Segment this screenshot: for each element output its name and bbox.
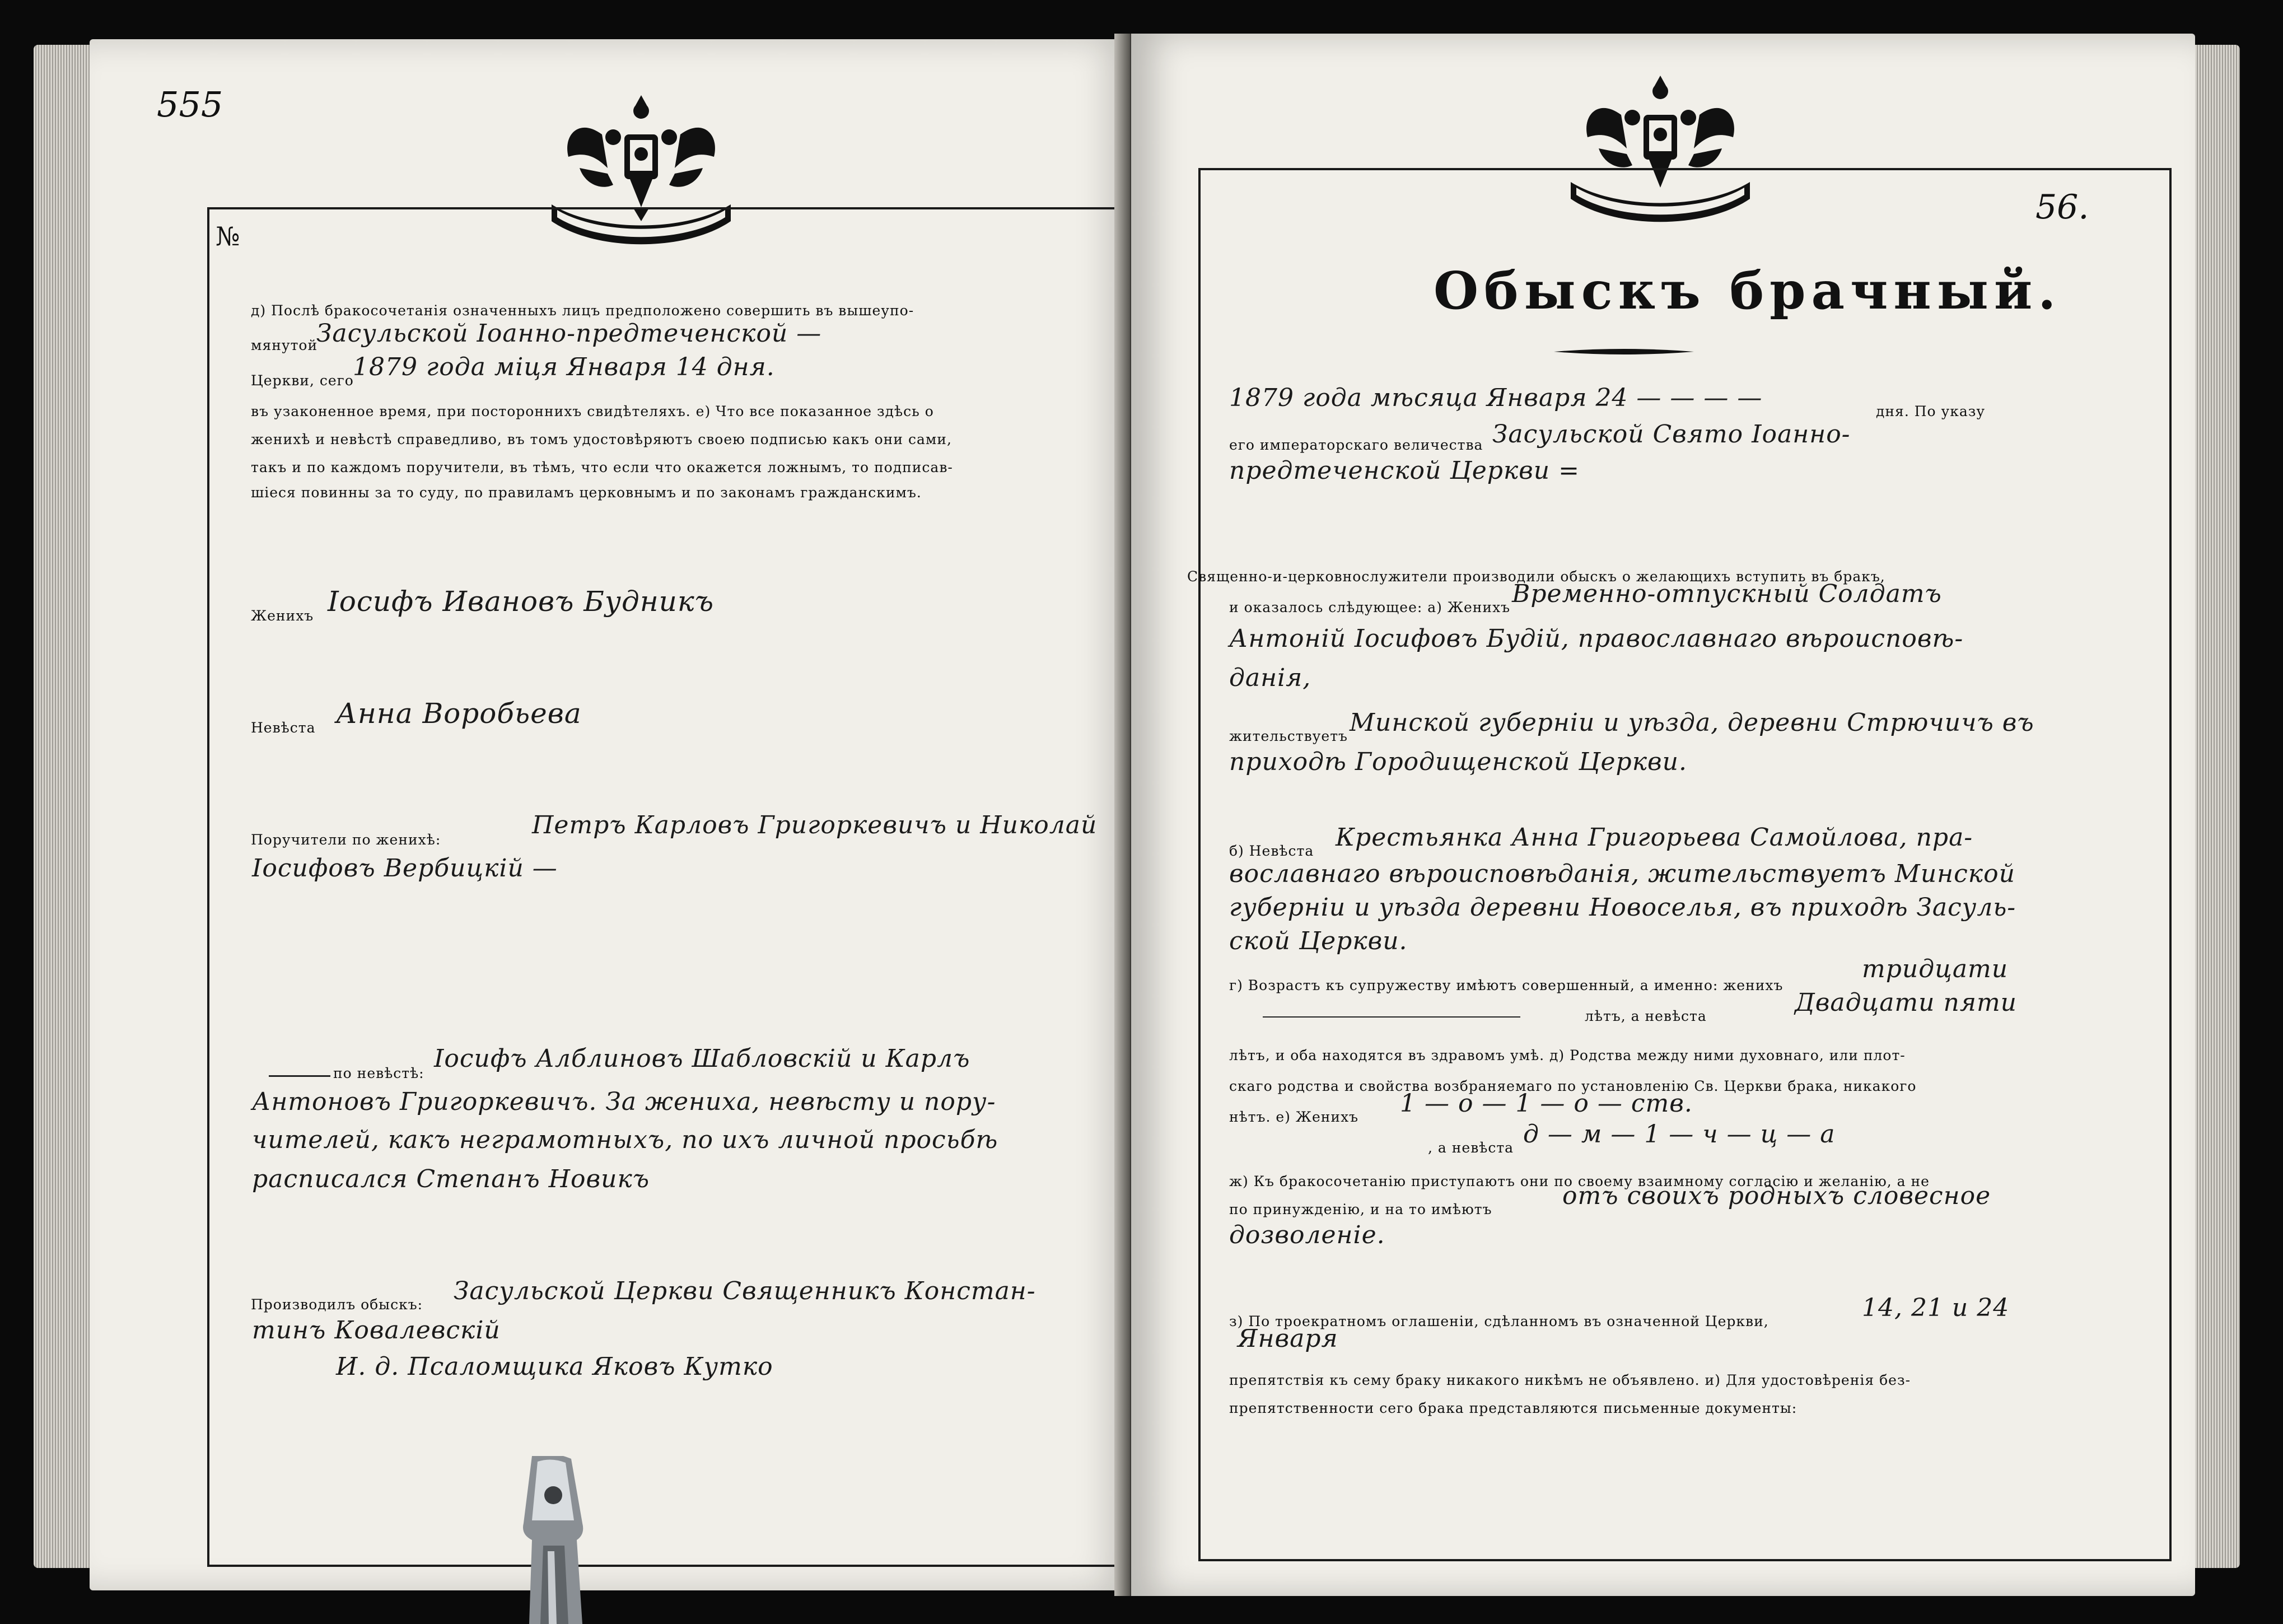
banns-dates: 14, 21 и 24 <box>1862 1294 2010 1322</box>
groom-description-line1: Временно-отпускный Солдатъ <box>1512 580 1942 608</box>
bride-name: Анна Воробьева <box>336 697 582 730</box>
bride-description-line1: Крестьянка Анна Григорьева Самойлова, пра- <box>1336 823 1973 852</box>
printed-resides: жительствуетъ <box>1229 728 1348 744</box>
groom-residence-line1: Минской губерніи и уѣзда, деревни Стрючичъ въ <box>1350 708 2034 737</box>
title-ornament <box>1554 347 1694 356</box>
groom-description-line2: Антоній Іосифовъ Будій, православнаго вѣроисповѣ- <box>1229 624 1964 653</box>
groom-description-line3: данія, <box>1229 664 1311 692</box>
left-page-edges <box>34 45 95 1568</box>
psalmist-signature: И. д. Псаломщика Яковъ Кутко <box>336 1352 773 1381</box>
label-guarantors-groom: Поручители по женихѣ: <box>251 832 441 848</box>
printed-clause-d-line4: въ узаконенное время, при постороннихъ свидѣтеляхъ. е) Что все показанное здѣсь о <box>251 403 934 419</box>
label-guarantors-bride: по невѣстѣ: <box>333 1065 424 1081</box>
record-date: 1879 года мѣсяца Января 24 — — — — <box>1229 384 1763 412</box>
printed-clause-d-line6: такъ и по каждомъ поручители, въ тѣмъ, что если что окажется ложнымъ, то подписав- <box>251 459 953 475</box>
bride-description-line2: вославнаго вѣроисповѣданія, жительствуетъ Минской <box>1229 860 2015 888</box>
printed-consent-line2: по принужденію, и на то имѣютъ <box>1229 1201 1492 1217</box>
printed-date-suffix: дня. По указу <box>1876 403 1986 419</box>
banns-month: Января <box>1238 1324 1338 1353</box>
investigator-line1: Засульской Церкви Священникъ Констан- <box>454 1277 1036 1305</box>
handwritten-wedding-date: 1879 года міця Января 14 дня. <box>353 353 775 381</box>
bride-age: Двадцати пяти <box>1795 988 2018 1017</box>
bride-description-line3: губерніи и уѣзда деревни Новоселья, въ приходѣ Засуль- <box>1229 893 2016 922</box>
printed-bride-label: б) Невѣста <box>1229 843 1314 859</box>
bride-guarantors-line3: чителей, какъ неграмотныхъ, по ихъ личной просьбѣ <box>252 1126 998 1154</box>
printed-age-line6: , а невѣста <box>1428 1140 1514 1156</box>
bride-guarantors-line1: Іосифъ Алблиновъ Шабловскій и Карлъ <box>434 1044 970 1073</box>
right-page-edges <box>2189 45 2240 1568</box>
church-name-line1: Засульской Свято Іоанно- <box>1492 420 1851 449</box>
groom-guarantors-line2: Іосифовъ Вербицкій — <box>252 854 558 883</box>
printed-clause-d-line7: шіеся повинны за то суду, по правиламъ церковнымъ и по законамъ гражданскимъ. <box>251 484 922 501</box>
printed-age-line1: г) Возрастъ къ супружеству имѣютъ совершенный, а именно: женихъ <box>1229 977 1784 993</box>
printed-clergy-line2: и оказалось слѣдующее: а) Женихъ <box>1229 599 1511 615</box>
groom-guarantors-line1: Петръ Карловъ Григоркевичъ и Николай <box>532 811 1098 839</box>
groom-marital-status: 1 — о — 1 — о — ств. <box>1400 1089 1693 1118</box>
right-page <box>1131 34 2195 1596</box>
printed-clause-d-line5: женихѣ и невѣстѣ справедливо, въ томъ удостовѣряютъ своею подписью какъ они сами, <box>251 431 952 447</box>
bride-marital-status: д — м — 1 — ч — ц — а <box>1523 1120 1836 1149</box>
groom-residence-line2: приходѣ Городищенской Церкви. <box>1229 748 1687 776</box>
signature-stepan-novik: расписался Степанъ Новикъ <box>252 1165 650 1193</box>
fill-line <box>1263 1016 1520 1018</box>
dash-line <box>269 1075 330 1077</box>
groom-name: Іосифъ Ивановъ Будникъ <box>328 585 715 618</box>
handwritten-church-name: Засульской Іоанно-предтеченской — <box>316 319 822 348</box>
label-investigated-by: Производилъ обыскъ: <box>251 1296 423 1313</box>
printed-clause-d-line1: д) Послѣ бракосочетанія означенныхъ лицъ предположено совершить въ вышеупо- <box>251 302 914 319</box>
investigator-line2: тинъ Ковалевскій <box>252 1316 501 1345</box>
printed-banns-line1: з) По троекратномъ оглашеніи, сдѣланномъ въ означенной Церкви, <box>1229 1313 1769 1329</box>
church-name-line2: предтеченской Церкви = <box>1229 456 1580 485</box>
printed-clause-d-line3: Церкви, сего <box>251 372 354 389</box>
right-page-number: 56. <box>2035 188 2089 227</box>
consent-text: отъ своихъ родныхъ словесное <box>1562 1182 1991 1210</box>
printed-age-line2: лѣтъ, а невѣста <box>1585 1008 1707 1024</box>
printed-banns-line2: препятствія къ сему браку никакого никѣмъ не объявлено. и) Для удостовѣренія без- <box>1229 1372 1911 1388</box>
left-page <box>90 39 1131 1590</box>
printed-age-line3: лѣтъ, и оба находятся въ здравомъ умѣ. д) Родства между ними духовнаго, или плот- <box>1229 1047 1906 1063</box>
printed-age-line5: нѣтъ. е) Женихъ <box>1229 1109 1359 1125</box>
printed-majesty: его императорскаго величества <box>1229 437 1483 453</box>
printed-clause-d-line2: мянутой <box>251 337 318 353</box>
bride-guarantors-line2: Антоновъ Григоркевичъ. За жениха, невѣсту и пору- <box>252 1088 996 1116</box>
printed-clergy-line1: Священно-и-церковнослужители производили обыскъ о желающихъ вступить въ бракъ, <box>1187 568 1885 585</box>
document-title: Обыскъ брачный. <box>1434 260 2062 321</box>
left-page-number: 555 <box>157 84 223 125</box>
groom-age: тридцати <box>1862 955 2009 983</box>
label-bride: Невѣста <box>251 720 316 736</box>
bride-description-line4: ской Церкви. <box>1229 927 1408 955</box>
printed-consent-line1: ж) Къ бракосочетанію приступаютъ они по своему взаимному согласію и желанію, а не <box>1229 1173 1930 1189</box>
printed-age-line4: скаго родства и свойства возбраняемаго по установленію Св. Церкви брака, никакого <box>1229 1078 1917 1094</box>
corner-mark: № <box>216 221 241 251</box>
page-clip <box>498 1456 605 1624</box>
printed-banns-line3: препятственности сего брака представляются письменные документы: <box>1229 1400 1798 1416</box>
label-groom: Женихъ <box>251 608 314 624</box>
consent-text-line2: дозволеніе. <box>1229 1221 1385 1249</box>
